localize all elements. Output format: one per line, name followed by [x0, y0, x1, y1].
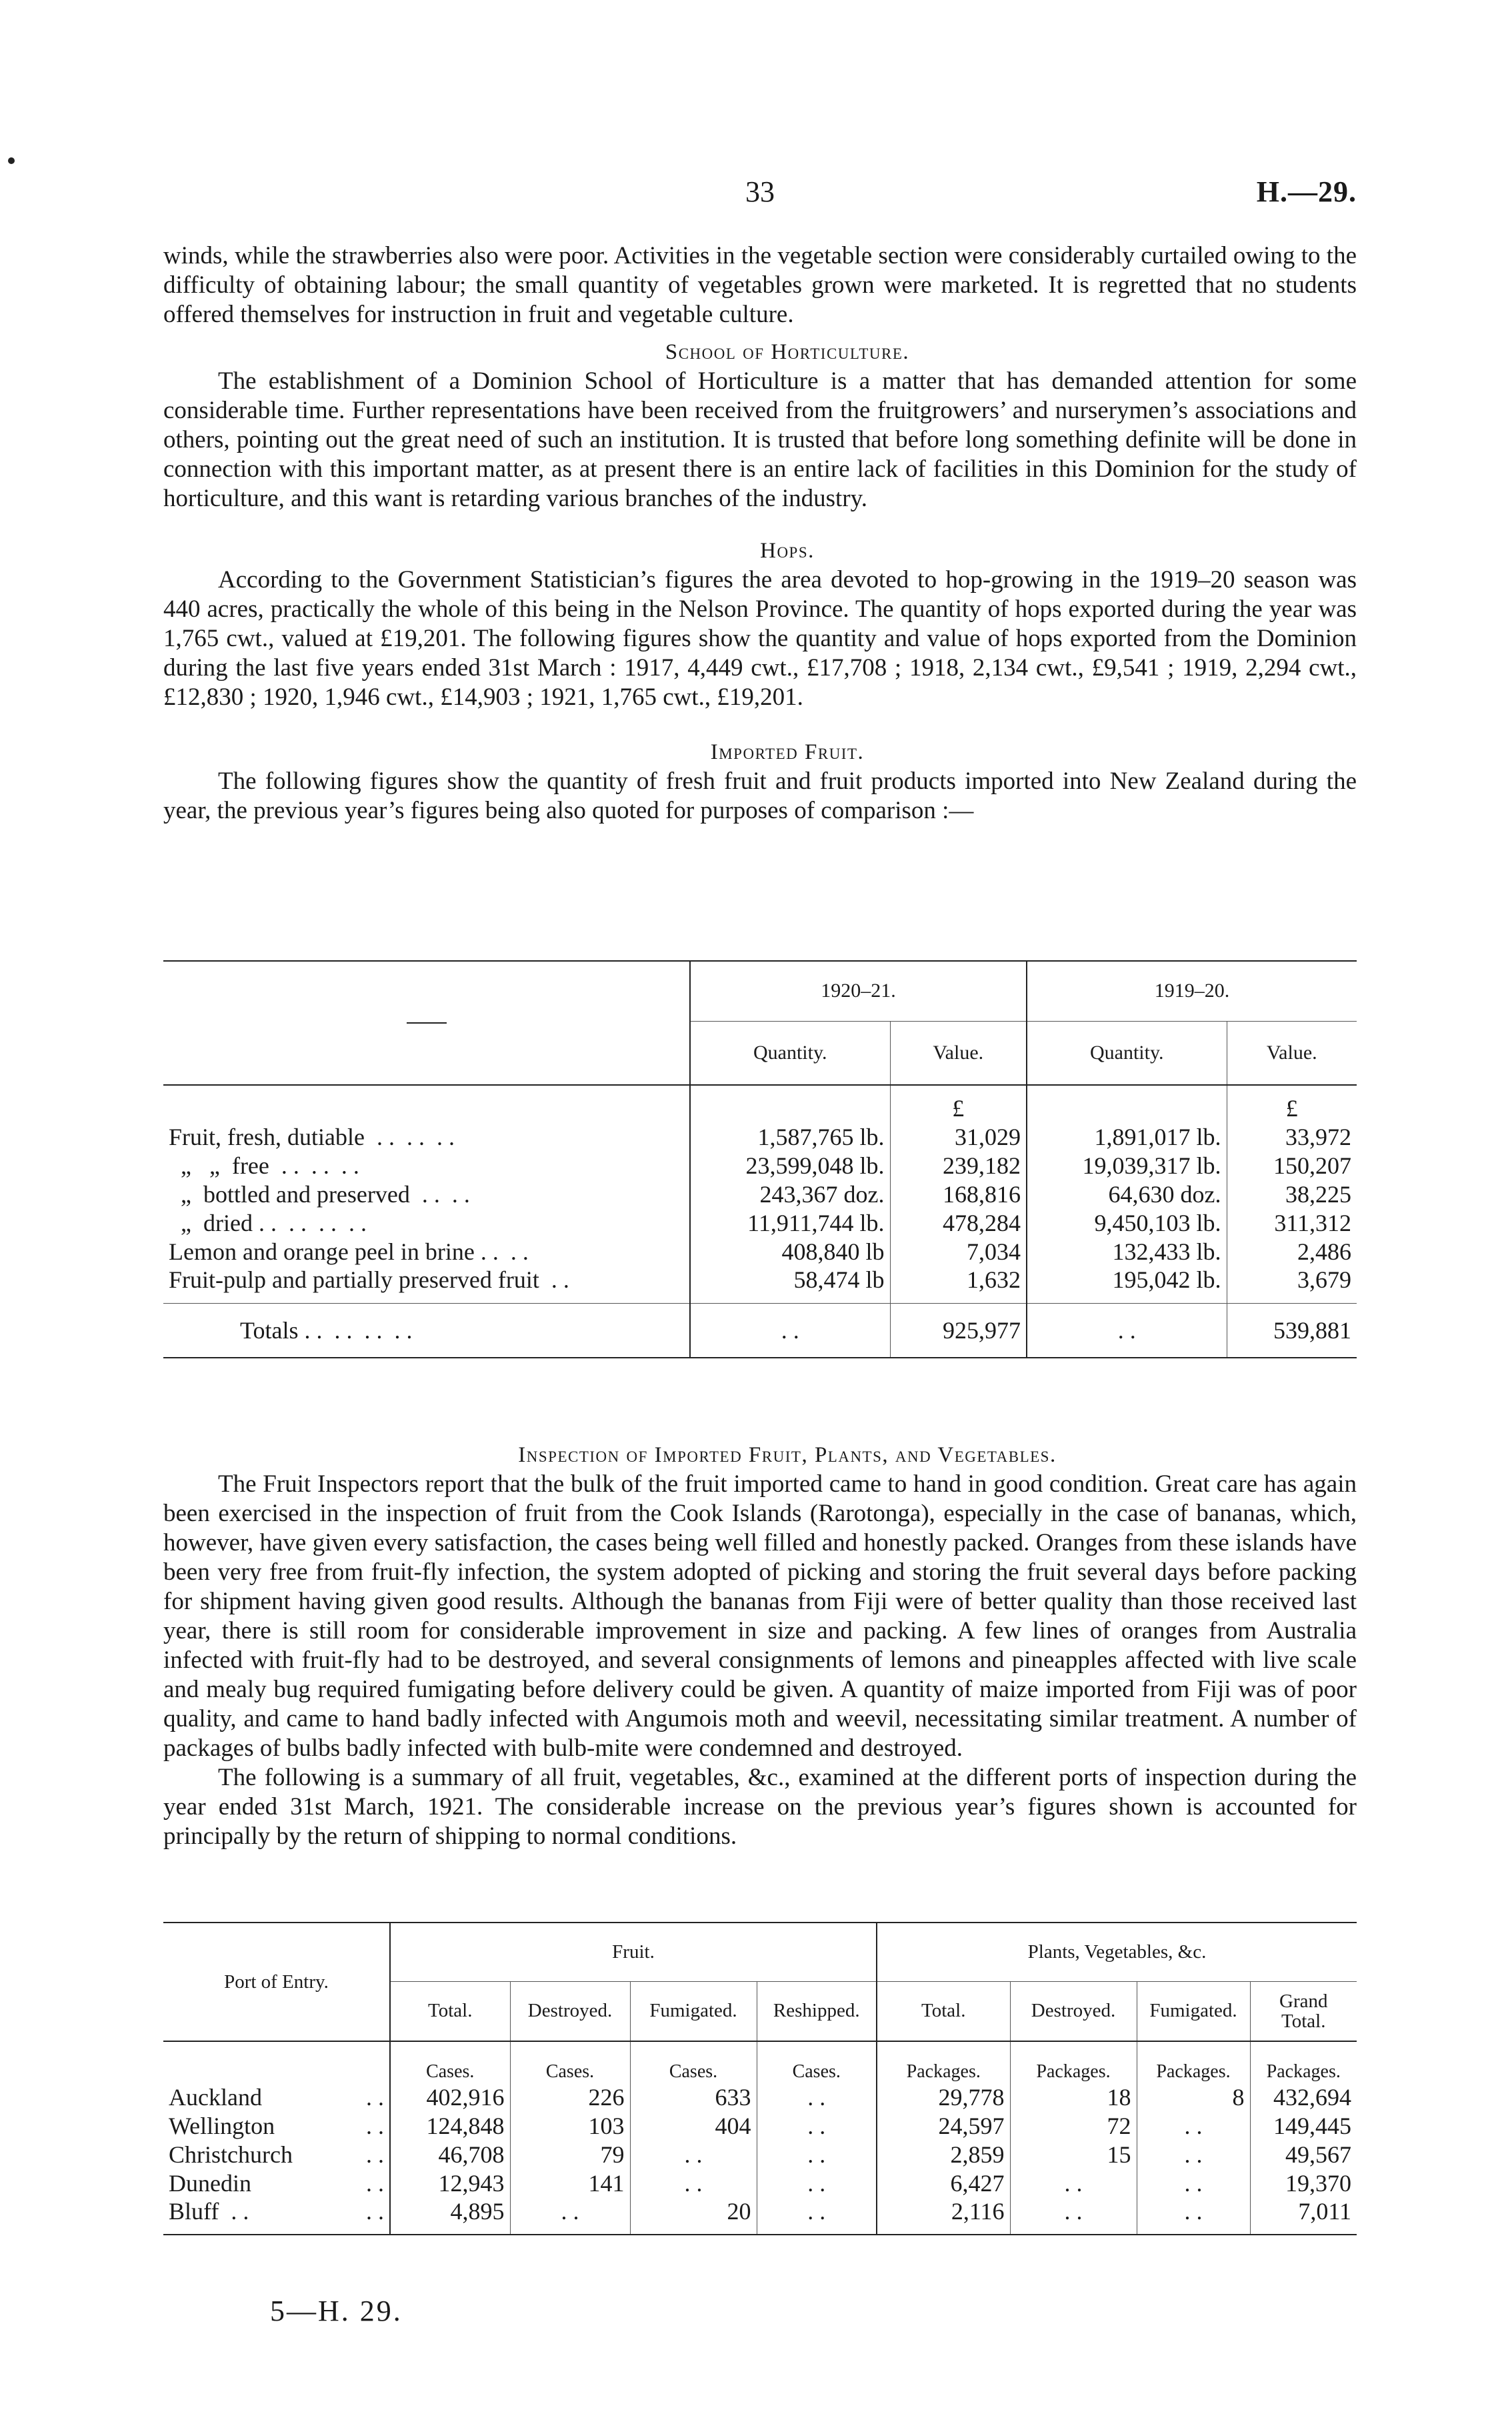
cell: . . — [1027, 1303, 1227, 1358]
cell: 408,840 lb — [690, 1237, 890, 1266]
cell: 149,445 — [1250, 2111, 1357, 2140]
table-row — [163, 1208, 1357, 1237]
cell: 7,034 — [890, 1237, 1027, 1266]
row-label: Fruit, fresh, dutiable . . . . . . — [169, 1123, 455, 1150]
cell: 132,433 lb. — [1027, 1237, 1227, 1266]
cell: . . — [1137, 2140, 1250, 2169]
cell: 124,848 — [390, 2111, 510, 2140]
page-footer: 5—H. 29. — [270, 2295, 403, 2327]
unit: Cases. — [390, 2041, 510, 2083]
fruit-header: Fruit. — [390, 1923, 877, 1981]
cell: . . — [690, 1303, 890, 1358]
cell: 168,816 — [890, 1180, 1027, 1208]
cell: 79 — [510, 2140, 630, 2169]
cell: 243,367 doz. — [690, 1180, 890, 1208]
cell: 404 — [630, 2111, 757, 2140]
port-name: Auckland — [169, 2083, 262, 2111]
unit: Packages. — [1250, 2041, 1357, 2083]
cell: . . — [757, 2197, 877, 2235]
cell: 8 — [1137, 2083, 1250, 2111]
row-label: Fruit-pulp and partially preserved fruit . . — [169, 1266, 569, 1293]
row-label: „ dried . . . . . . . . — [169, 1209, 367, 1236]
stub-dash — [407, 1022, 447, 1024]
col-fruit-reshipped: Reshipped. — [757, 1981, 877, 2041]
cell: 150,207 — [1227, 1151, 1357, 1180]
cell: 141 — [510, 2169, 630, 2197]
page-number: 33 — [745, 175, 775, 208]
cell: 239,182 — [890, 1151, 1027, 1180]
port-dots: . . — [366, 2112, 384, 2139]
row-label: „ „ free . . . . . . — [169, 1152, 359, 1179]
hops-heading: Hops. — [760, 539, 815, 563]
table-row — [163, 1180, 1357, 1208]
col-plants-destroyed: Destroyed. — [1010, 1981, 1137, 2041]
ports-inspection-table — [163, 1922, 1357, 2235]
cell: 49,567 — [1250, 2140, 1357, 2169]
cell: 12,943 — [390, 2169, 510, 2197]
table-row — [163, 1151, 1357, 1180]
table-row — [163, 2083, 1357, 2111]
col-value-1: Value. — [890, 1021, 1027, 1085]
year-1919-20: 1919–20. — [1027, 961, 1357, 1021]
port-dots: . . — [366, 2198, 384, 2225]
unit: Packages. — [877, 2041, 1010, 2083]
cell: 7,011 — [1250, 2197, 1357, 2235]
cell: . . — [757, 2169, 877, 2197]
table-row — [163, 1122, 1357, 1151]
cell: 925,977 — [890, 1303, 1027, 1358]
col-plants-total: Total. — [877, 1981, 1010, 2041]
cell: 58,474 lb — [690, 1266, 890, 1303]
school-paragraph: The establishment of a Dominion School of Horticulture is a matter that has demanded attention for some considerable time. Further representations have been received from the fruitgrowers’ and nurserymen’s associations and others, pointing out the great need of such an institution. It is trusted that before long something definite will be done in connection with this important matter, as at present there is an entire lack of facilities in this Dominion for the study of horticulture, and this want is retarding various branches of the industry. — [163, 367, 1357, 512]
row-label: Lemon and orange peel in brine . . . . — [169, 1238, 529, 1265]
cell: . . — [1137, 2197, 1250, 2235]
port-dots: . . — [366, 2169, 384, 2197]
col-fruit-fumigated: Fumigated. — [630, 1981, 757, 2041]
body-text-inspection — [163, 1440, 1357, 1851]
row-label: „ bottled and preserved . . . . — [169, 1180, 470, 1208]
cell: 1,587,765 lb. — [690, 1122, 890, 1151]
col-fruit-total: Total. — [390, 1981, 510, 2041]
cell: 478,284 — [890, 1208, 1027, 1237]
cell: 31,029 — [890, 1122, 1027, 1151]
cell: . . — [630, 2140, 757, 2169]
margin-mark — [8, 157, 15, 164]
cell: 23,599,048 lb. — [690, 1151, 890, 1180]
col-plants-fumigated: Fumigated. — [1137, 1981, 1250, 2041]
cell: 11,911,744 lb. — [690, 1208, 890, 1237]
currency-mark: £ — [890, 1085, 1027, 1122]
units-row — [163, 2041, 1357, 2083]
imported-heading: Imported Fruit. — [710, 740, 865, 764]
unit: Cases. — [510, 2041, 630, 2083]
cell: 29,778 — [877, 2083, 1010, 2111]
cell: 402,916 — [390, 2083, 510, 2111]
cell: . . — [1010, 2169, 1137, 2197]
cell: 2,859 — [877, 2140, 1010, 2169]
cell: 24,597 — [877, 2111, 1010, 2140]
cell: . . — [630, 2169, 757, 2197]
cell: 19,370 — [1250, 2169, 1357, 2197]
cell: . . — [510, 2197, 630, 2235]
port-dots: . . — [366, 2141, 384, 2168]
cell: . . — [1010, 2197, 1137, 2235]
paper-code: H.—29. — [1256, 175, 1357, 208]
cell: . . — [1137, 2169, 1250, 2197]
table-row — [163, 1266, 1357, 1303]
cell: . . — [757, 2140, 877, 2169]
table-row — [163, 1237, 1357, 1266]
school-heading: School of Horticulture. — [665, 340, 910, 364]
cell: 46,708 — [390, 2140, 510, 2169]
cell: 15 — [1010, 2140, 1137, 2169]
currency-mark: £ — [1227, 1085, 1357, 1122]
unit: Cases. — [757, 2041, 877, 2083]
cell: 2,486 — [1227, 1237, 1357, 1266]
port-name: Dunedin — [169, 2169, 251, 2197]
cell: 20 — [630, 2197, 757, 2235]
cell: 226 — [510, 2083, 630, 2111]
inspection-paragraph-2: The following is a summary of all fruit, vegetables, &c., examined at the different ports of inspection during the year ended 31st March, 1921. The considerable increase on the previous year’s figures shown is accounted for principally by the return of shipping to normal conditions. — [163, 1764, 1357, 1850]
col-quantity-2: Quantity. — [1027, 1021, 1227, 1085]
cell: . . — [757, 2111, 877, 2140]
inspection-heading: Inspection of Imported Fruit, Plants, and Vegetables. — [518, 1443, 1057, 1467]
unit: Packages. — [1137, 2041, 1250, 2083]
table-row — [163, 2169, 1357, 2197]
cell: 33,972 — [1227, 1122, 1357, 1151]
unit: Cases. — [630, 2041, 757, 2083]
col-value-2: Value. — [1227, 1021, 1357, 1085]
table-row — [163, 2140, 1357, 2169]
body-text-top — [163, 241, 1357, 826]
inspection-paragraph-1: The Fruit Inspectors report that the bulk of the fruit imported came to hand in good condition. Great care has again been exercised in the inspection of fruit from the Cook Islands (Rarotonga), especially in the case of bananas, which, however, have given every satisfaction, the cases being well filled and honestly packed. Oranges from these islands have been very free from fruit-fly infection, the system adopted of picking and storing the fruit several days before packing for shipment having given good results. Although the bananas from Fiji were of better quality than those received last year, there is still room for considerable improvement in size and packing. A few lines of oranges from Australia infected with fruit-fly had to be destroyed, and several consignments of lemons and pineapples affected with live scale and mealy bug required fumigating before delivery could be given. A quantity of maize imported from Fiji was of poor quality, and came to hand badly infected with Angumois moth and weevil, necessitating similar treatment. A number of packages of bulbs badly infected with bulb-mite were condemned and destroyed. — [163, 1470, 1357, 1762]
port-name: Christchurch — [169, 2141, 293, 2168]
port-name: Wellington — [169, 2112, 275, 2139]
page-header — [163, 175, 1357, 215]
unit: Packages. — [1010, 2041, 1137, 2083]
totals-label: Totals . . . . . . . . — [240, 1316, 413, 1344]
totals-row — [163, 1303, 1357, 1358]
col-grand-total: Grand Total. — [1250, 1981, 1357, 2041]
table-row — [163, 2197, 1357, 2235]
cell: 311,312 — [1227, 1208, 1357, 1237]
cell: . . — [1137, 2111, 1250, 2140]
cell: 3,679 — [1227, 1266, 1357, 1303]
cell: 4,895 — [390, 2197, 510, 2235]
col-fruit-destroyed: Destroyed. — [510, 1981, 630, 2041]
cell: 19,039,317 lb. — [1027, 1151, 1227, 1180]
cell: 6,427 — [877, 2169, 1010, 2197]
hops-paragraph: According to the Government Statistician’s figures the area devoted to hop-growing in the 1919–20 season was 440 acres, practically the whole of this being in the Nelson Province. The quantity of hops exported during the year was 1,765 cwt., valued at £19,201. The following figures show the quantity and value of hops exported from the Dominion during the last five years ended 31st March : 1917, 4,449 cwt., £17,708 ; 1918, 2,134 cwt., £9,541 ; 1919, 2,294 cwt., £12,830 ; 1920, 1,946 cwt., £14,903 ; 1921, 1,765 cwt., £19,201. — [163, 566, 1357, 711]
cell: 38,225 — [1227, 1180, 1357, 1208]
cell: 539,881 — [1227, 1303, 1357, 1358]
imported-fruit-table — [163, 960, 1357, 1358]
imported-paragraph: The following figures show the quantity of fresh fruit and fruit products imported into New Zealand during the year, the previous year’s figures being also quoted for purposes of comparison :— — [163, 768, 1357, 824]
year-1920-21: 1920–21. — [690, 961, 1027, 1021]
cell: 103 — [510, 2111, 630, 2140]
cell: 1,891,017 lb. — [1027, 1122, 1227, 1151]
cell: 432,694 — [1250, 2083, 1357, 2111]
plants-header: Plants, Vegetables, &c. — [877, 1923, 1357, 1981]
port-name: Bluff . . — [169, 2198, 249, 2225]
cell: 195,042 lb. — [1027, 1266, 1227, 1303]
col-quantity-1: Quantity. — [690, 1021, 890, 1085]
cell: 2,116 — [877, 2197, 1010, 2235]
intro-paragraph: winds, while the strawberries also were poor. Activities in the vegetable section were considerably curtailed owing to the difficulty of obtaining labour; the small quantity of vegetables grown were marketed. It is regretted that no students offered themselves for instruction in fruit and vegetable culture. — [163, 242, 1357, 328]
port-dots: . . — [366, 2083, 384, 2111]
cell: 1,632 — [890, 1266, 1027, 1303]
cell: 18 — [1010, 2083, 1137, 2111]
port-header: Port of Entry. — [163, 1923, 390, 2041]
cell: 72 — [1010, 2111, 1137, 2140]
table-row — [163, 2111, 1357, 2140]
cell: 9,450,103 lb. — [1027, 1208, 1227, 1237]
cell: . . — [757, 2083, 877, 2111]
cell: 633 — [630, 2083, 757, 2111]
cell: 64,630 doz. — [1027, 1180, 1227, 1208]
